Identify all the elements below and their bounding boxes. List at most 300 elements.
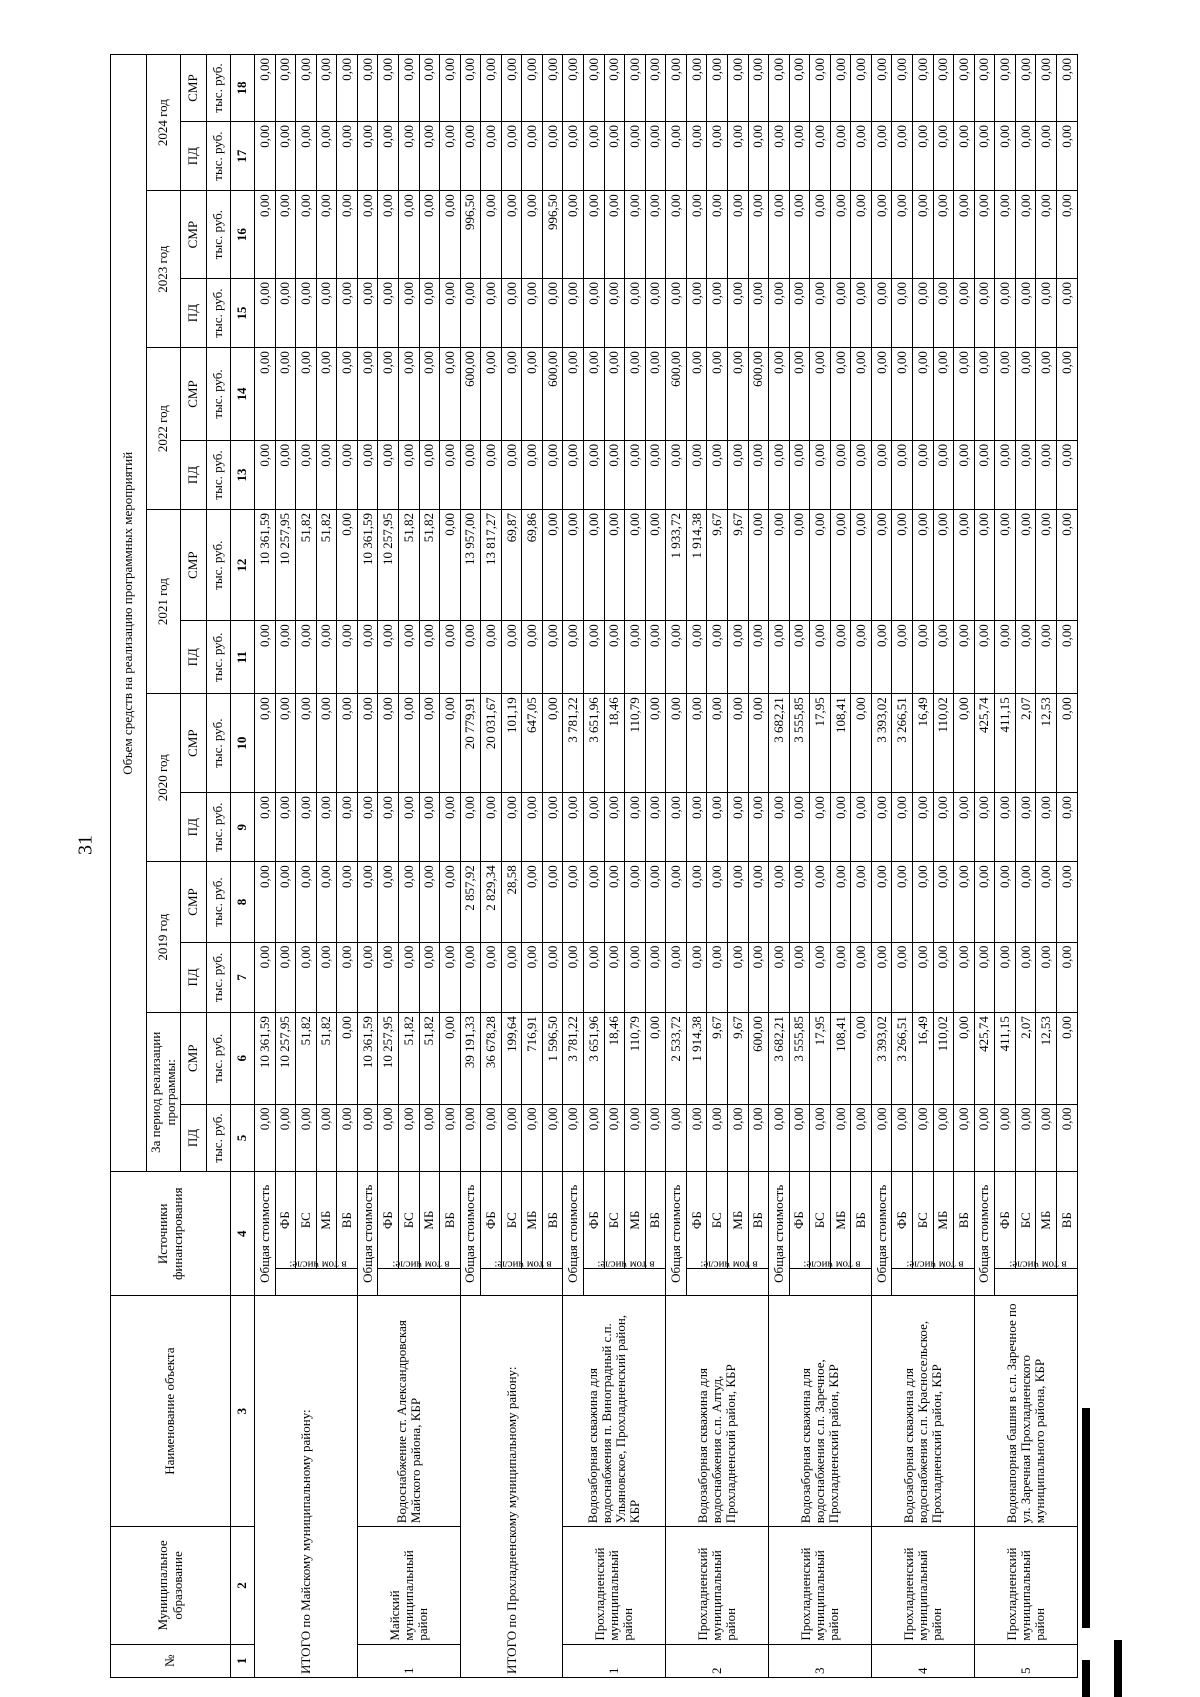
value-cell: 0,00 <box>954 793 975 862</box>
value-cell: 9,67 <box>727 510 748 621</box>
value-cell: 0,00 <box>954 1013 975 1104</box>
value-cell: 0,00 <box>398 793 419 862</box>
header-unit: тыс. руб. <box>207 278 231 347</box>
value-cell: 0,00 <box>625 440 646 509</box>
value-cell: 0,00 <box>440 510 461 621</box>
value-cell: 0,00 <box>357 191 378 279</box>
source-label: МБ <box>1036 1172 1057 1268</box>
value-cell: 0,00 <box>933 278 954 347</box>
value-cell: 17,95 <box>810 694 831 793</box>
value-cell: 0,00 <box>892 122 913 191</box>
value-cell: 0,00 <box>769 862 790 942</box>
table-row <box>871 55 892 1678</box>
value-cell: 3 682,21 <box>769 1013 790 1104</box>
value-cell: 9,67 <box>727 1013 748 1104</box>
value-cell: 0,00 <box>645 278 666 347</box>
value-cell: 0,00 <box>460 1104 481 1172</box>
value-cell: 0,00 <box>892 55 913 122</box>
value-cell: 0,00 <box>357 440 378 509</box>
value-cell: 3 555,85 <box>789 1013 810 1104</box>
value-cell: 0,00 <box>604 793 625 862</box>
value-cell: 0,00 <box>255 278 276 347</box>
source-label: ВБ <box>1056 1172 1077 1268</box>
value-cell: 0,00 <box>830 862 851 942</box>
value-cell: 0,00 <box>440 278 461 347</box>
value-cell: 0,00 <box>337 942 358 1012</box>
value-cell: 411,15 <box>995 694 1016 793</box>
value-cell: 0,00 <box>871 942 892 1012</box>
value-cell: 0,00 <box>871 1104 892 1172</box>
header-smr: СМР <box>181 348 207 441</box>
value-cell: 0,00 <box>460 942 481 1012</box>
column-number: 5 <box>231 1104 255 1172</box>
value-cell: 0,00 <box>625 862 646 942</box>
value-cell: 0,00 <box>419 1104 440 1172</box>
header-volume: Объем средств на реализацию программных мероприятий <box>111 55 147 1172</box>
value-cell: 0,00 <box>1056 942 1077 1012</box>
source-label: ФБ <box>378 1172 399 1268</box>
value-cell: 0,00 <box>604 440 625 509</box>
value-cell: 0,00 <box>686 348 707 441</box>
source-label: БС <box>604 1172 625 1268</box>
value-cell: 0,00 <box>1056 440 1077 509</box>
value-cell: 425,74 <box>974 1013 995 1104</box>
value-cell: 0,00 <box>337 191 358 279</box>
value-cell: 0,00 <box>645 694 666 793</box>
source-label: БС <box>913 1172 934 1268</box>
value-cell: 0,00 <box>296 122 317 191</box>
value-cell: 0,00 <box>357 278 378 347</box>
value-cell: 0,00 <box>337 694 358 793</box>
value-cell: 0,00 <box>913 862 934 942</box>
value-cell: 0,00 <box>974 862 995 942</box>
value-cell: 18,46 <box>604 1013 625 1104</box>
value-cell: 0,00 <box>645 191 666 279</box>
value-cell: 0,00 <box>727 694 748 793</box>
value-cell: 0,00 <box>933 621 954 694</box>
value-cell: 0,00 <box>419 440 440 509</box>
value-cell: 18,46 <box>604 694 625 793</box>
value-cell: 0,00 <box>1056 55 1077 122</box>
value-cell: 411,15 <box>995 1013 1016 1104</box>
value-cell: 0,00 <box>666 122 687 191</box>
value-cell: 0,00 <box>1056 694 1077 793</box>
value-cell: 0,00 <box>727 862 748 942</box>
total-cost-label: Общая стоимость <box>871 1172 892 1296</box>
value-cell: 0,00 <box>275 621 296 694</box>
value-cell: 0,00 <box>645 862 666 942</box>
value-cell: 0,00 <box>913 1104 934 1172</box>
source-label: ВБ <box>954 1172 975 1268</box>
source-label: ВБ <box>748 1172 769 1268</box>
value-cell: 0,00 <box>398 55 419 122</box>
header-year: 2022 год <box>147 348 181 510</box>
value-cell: 0,00 <box>666 942 687 1012</box>
value-cell: 0,00 <box>645 440 666 509</box>
including-text: в том числе: <box>391 1258 450 1271</box>
value-cell: 13 817,27 <box>481 510 502 621</box>
value-cell: 0,00 <box>296 191 317 279</box>
value-cell: 0,00 <box>748 793 769 862</box>
value-cell: 0,00 <box>913 621 934 694</box>
value-cell: 0,00 <box>440 440 461 509</box>
value-cell: 0,00 <box>357 1104 378 1172</box>
header-unit: тыс. руб. <box>207 191 231 279</box>
value-cell: 12,53 <box>1036 1013 1057 1104</box>
value-cell: 0,00 <box>871 621 892 694</box>
object-name: Водонапорная башня в с.п. Заречное по ул. Заречная Прохладненского муниципального района, КБР <box>974 1296 1077 1527</box>
header-year: 2023 год <box>147 191 181 348</box>
funding-table <box>110 54 1078 1678</box>
value-cell: 0,00 <box>769 621 790 694</box>
value-cell: 3 266,51 <box>892 694 913 793</box>
value-cell: 0,00 <box>769 793 790 862</box>
item-number: 5 <box>974 1644 1077 1677</box>
value-cell: 0,00 <box>851 942 872 1012</box>
value-cell: 0,00 <box>789 793 810 862</box>
value-cell: 0,00 <box>522 122 543 191</box>
value-cell: 0,00 <box>501 942 522 1012</box>
value-cell: 0,00 <box>933 55 954 122</box>
table-row <box>563 55 584 1678</box>
value-cell: 0,00 <box>666 1104 687 1172</box>
value-cell: 0,00 <box>871 122 892 191</box>
value-cell: 0,00 <box>892 440 913 509</box>
value-cell: 0,00 <box>337 55 358 122</box>
value-cell: 0,00 <box>974 122 995 191</box>
value-cell: 0,00 <box>666 278 687 347</box>
value-cell: 0,00 <box>522 793 543 862</box>
value-cell: 51,82 <box>398 510 419 621</box>
value-cell: 0,00 <box>933 510 954 621</box>
including-text: в том числе: <box>700 1258 758 1271</box>
value-cell: 0,00 <box>357 348 378 441</box>
value-cell: 0,00 <box>1056 122 1077 191</box>
source-label: ФБ <box>686 1172 707 1268</box>
value-cell: 0,00 <box>707 55 728 122</box>
including-text: в том числе: <box>905 1258 964 1271</box>
value-cell: 2,07 <box>1015 1013 1036 1104</box>
value-cell: 69,87 <box>501 510 522 621</box>
header-municipality: Муниципальное образование <box>111 1527 231 1644</box>
value-cell: 0,00 <box>275 440 296 509</box>
value-cell: 0,00 <box>357 862 378 942</box>
value-cell: 16,49 <box>913 1013 934 1104</box>
value-cell: 0,00 <box>542 510 563 621</box>
value-cell: 0,00 <box>1036 122 1057 191</box>
column-number: 8 <box>231 862 255 942</box>
value-cell: 0,00 <box>933 793 954 862</box>
value-cell: 2 533,72 <box>666 1013 687 1104</box>
value-cell: 0,00 <box>337 793 358 862</box>
value-cell: 0,00 <box>604 510 625 621</box>
value-cell: 0,00 <box>440 793 461 862</box>
header-unit: тыс. руб. <box>207 122 231 191</box>
value-cell: 0,00 <box>851 621 872 694</box>
value-cell: 1 914,38 <box>686 510 707 621</box>
total-cost-label: Общая стоимость <box>769 1172 790 1296</box>
value-cell: 0,00 <box>337 862 358 942</box>
value-cell: 0,00 <box>810 122 831 191</box>
total-cost-label: Общая стоимость <box>460 1172 481 1296</box>
source-label: ВБ <box>337 1172 358 1268</box>
value-cell: 0,00 <box>440 942 461 1012</box>
header-unit: тыс. руб. <box>207 55 231 122</box>
value-cell: 0,00 <box>542 694 563 793</box>
value-cell: 0,00 <box>810 510 831 621</box>
value-cell: 0,00 <box>1015 1104 1036 1172</box>
value-cell: 0,00 <box>995 942 1016 1012</box>
value-cell: 69,86 <box>522 510 543 621</box>
value-cell: 9,67 <box>707 1013 728 1104</box>
value-cell: 0,00 <box>501 55 522 122</box>
value-cell: 0,00 <box>913 348 934 441</box>
value-cell: 600,00 <box>460 348 481 441</box>
value-cell: 3 393,02 <box>871 694 892 793</box>
value-cell: 0,00 <box>748 278 769 347</box>
value-cell: 0,00 <box>1015 278 1036 347</box>
item-number: 1 <box>357 1644 460 1677</box>
value-cell: 0,00 <box>604 348 625 441</box>
value-cell: 0,00 <box>892 621 913 694</box>
column-number: 6 <box>231 1013 255 1104</box>
header-smr: СМР <box>181 1013 207 1104</box>
value-cell: 0,00 <box>974 793 995 862</box>
value-cell: 0,00 <box>645 621 666 694</box>
value-cell: 0,00 <box>954 510 975 621</box>
value-cell: 0,00 <box>645 122 666 191</box>
value-cell: 0,00 <box>954 122 975 191</box>
value-cell: 0,00 <box>255 862 276 942</box>
value-cell: 10 361,59 <box>255 1013 276 1104</box>
value-cell: 0,00 <box>316 122 337 191</box>
value-cell: 3 393,02 <box>871 1013 892 1104</box>
value-cell: 3 651,96 <box>584 1013 605 1104</box>
value-cell: 0,00 <box>995 55 1016 122</box>
value-cell: 0,00 <box>707 278 728 347</box>
header-pd: ПД <box>181 621 207 694</box>
value-cell: 51,82 <box>419 1013 440 1104</box>
value-cell: 0,00 <box>933 122 954 191</box>
value-cell: 0,00 <box>255 55 276 122</box>
value-cell: 0,00 <box>892 278 913 347</box>
value-cell: 996,50 <box>460 191 481 279</box>
value-cell: 0,00 <box>810 862 831 942</box>
value-cell: 0,00 <box>1056 278 1077 347</box>
value-cell: 0,00 <box>522 191 543 279</box>
value-cell: 0,00 <box>933 862 954 942</box>
value-cell: 0,00 <box>316 278 337 347</box>
value-cell: 0,00 <box>686 1104 707 1172</box>
including-label <box>275 1258 357 1295</box>
value-cell: 0,00 <box>316 694 337 793</box>
value-cell: 0,00 <box>974 191 995 279</box>
header-period: За период реализации программы: <box>147 1013 181 1172</box>
value-cell: 0,00 <box>357 942 378 1012</box>
value-cell: 0,00 <box>645 793 666 862</box>
value-cell: 0,00 <box>974 440 995 509</box>
value-cell: 0,00 <box>481 440 502 509</box>
value-cell: 0,00 <box>1036 440 1057 509</box>
value-cell: 0,00 <box>933 440 954 509</box>
value-cell: 0,00 <box>707 440 728 509</box>
value-cell: 0,00 <box>707 862 728 942</box>
value-cell: 0,00 <box>604 278 625 347</box>
value-cell: 0,00 <box>275 942 296 1012</box>
source-label: МБ <box>522 1172 543 1268</box>
header-object: Наименование объекта <box>111 1296 231 1527</box>
value-cell: 2 829,34 <box>481 862 502 942</box>
column-number: 2 <box>231 1527 255 1644</box>
column-number: 17 <box>231 122 255 191</box>
value-cell: 0,00 <box>398 440 419 509</box>
value-cell: 0,00 <box>892 191 913 279</box>
item-number: 3 <box>769 1644 872 1677</box>
value-cell: 0,00 <box>686 278 707 347</box>
value-cell: 0,00 <box>584 278 605 347</box>
column-number: 4 <box>231 1172 255 1296</box>
value-cell: 0,00 <box>830 1104 851 1172</box>
source-label: МБ <box>830 1172 851 1268</box>
source-label: ФБ <box>892 1172 913 1268</box>
value-cell: 0,00 <box>604 862 625 942</box>
value-cell: 0,00 <box>604 191 625 279</box>
value-cell: 0,00 <box>296 440 317 509</box>
value-cell: 0,00 <box>871 348 892 441</box>
value-cell: 0,00 <box>1036 942 1057 1012</box>
value-cell: 0,00 <box>1036 862 1057 942</box>
value-cell: 0,00 <box>727 942 748 1012</box>
value-cell: 0,00 <box>563 191 584 279</box>
value-cell: 0,00 <box>255 348 276 441</box>
value-cell: 0,00 <box>563 621 584 694</box>
value-cell: 0,00 <box>645 348 666 441</box>
value-cell: 0,00 <box>727 191 748 279</box>
value-cell: 0,00 <box>584 510 605 621</box>
value-cell: 0,00 <box>892 348 913 441</box>
value-cell: 2 857,92 <box>460 862 481 942</box>
page-number: 31 <box>74 835 97 855</box>
value-cell: 0,00 <box>440 862 461 942</box>
value-cell: 0,00 <box>913 278 934 347</box>
value-cell: 0,00 <box>769 348 790 441</box>
value-cell: 3 651,96 <box>584 694 605 793</box>
value-cell: 0,00 <box>707 191 728 279</box>
source-label: ФБ <box>481 1172 502 1268</box>
value-cell: 0,00 <box>255 694 276 793</box>
value-cell: 0,00 <box>769 55 790 122</box>
value-cell: 0,00 <box>440 1104 461 1172</box>
value-cell: 0,00 <box>974 942 995 1012</box>
value-cell: 0,00 <box>789 862 810 942</box>
value-cell: 0,00 <box>625 942 646 1012</box>
value-cell: 600,00 <box>748 1013 769 1104</box>
value-cell: 0,00 <box>501 191 522 279</box>
header-pd: ПД <box>181 1104 207 1172</box>
including-label <box>378 1258 460 1295</box>
value-cell: 0,00 <box>871 793 892 862</box>
municipality-name: Прохладненский муниципальный район <box>871 1527 974 1644</box>
value-cell: 0,00 <box>337 621 358 694</box>
value-cell: 0,00 <box>769 122 790 191</box>
value-cell: 0,00 <box>707 694 728 793</box>
value-cell: 0,00 <box>913 440 934 509</box>
column-number: 9 <box>231 793 255 862</box>
value-cell: 0,00 <box>1036 278 1057 347</box>
including-text: в том числе: <box>1008 1258 1067 1271</box>
value-cell: 0,00 <box>913 510 934 621</box>
including-text: в том числе: <box>494 1258 552 1271</box>
value-cell: 0,00 <box>481 122 502 191</box>
value-cell: 0,00 <box>316 348 337 441</box>
value-cell: 0,00 <box>748 510 769 621</box>
value-cell: 0,00 <box>542 278 563 347</box>
value-cell: 0,00 <box>419 122 440 191</box>
value-cell: 28,58 <box>501 862 522 942</box>
value-cell: 0,00 <box>727 621 748 694</box>
header-unit: тыс. руб. <box>207 621 231 694</box>
value-cell: 0,00 <box>625 1104 646 1172</box>
value-cell: 0,00 <box>995 862 1016 942</box>
value-cell: 0,00 <box>625 278 646 347</box>
column-number: 1 <box>231 1644 255 1677</box>
value-cell: 0,00 <box>769 510 790 621</box>
value-cell: 600,00 <box>542 348 563 441</box>
value-cell: 0,00 <box>830 942 851 1012</box>
value-cell: 0,00 <box>501 440 522 509</box>
value-cell: 0,00 <box>522 1104 543 1172</box>
value-cell: 0,00 <box>563 942 584 1012</box>
value-cell: 0,00 <box>892 510 913 621</box>
value-cell: 0,00 <box>255 440 276 509</box>
value-cell: 0,00 <box>584 440 605 509</box>
value-cell: 0,00 <box>769 942 790 1012</box>
value-cell: 0,00 <box>974 278 995 347</box>
source-label: ВБ <box>542 1172 563 1268</box>
value-cell: 0,00 <box>460 440 481 509</box>
value-cell: 0,00 <box>810 621 831 694</box>
value-cell: 0,00 <box>316 440 337 509</box>
value-cell: 0,00 <box>584 55 605 122</box>
value-cell: 0,00 <box>378 55 399 122</box>
value-cell: 0,00 <box>357 793 378 862</box>
value-cell: 0,00 <box>255 191 276 279</box>
header-pd: ПД <box>181 942 207 1012</box>
value-cell: 0,00 <box>501 122 522 191</box>
value-cell: 0,00 <box>316 55 337 122</box>
value-cell: 0,00 <box>954 191 975 279</box>
table-row <box>460 55 481 1678</box>
value-cell: 0,00 <box>1015 122 1036 191</box>
value-cell: 0,00 <box>686 621 707 694</box>
including-label <box>789 1258 871 1295</box>
value-cell: 0,00 <box>1056 1013 1077 1104</box>
value-cell: 0,00 <box>275 694 296 793</box>
value-cell: 0,00 <box>296 621 317 694</box>
header-unit: тыс. руб. <box>207 793 231 862</box>
value-cell: 0,00 <box>995 191 1016 279</box>
value-cell: 10 361,59 <box>255 510 276 621</box>
column-number: 18 <box>231 55 255 122</box>
value-cell: 0,00 <box>625 510 646 621</box>
value-cell: 0,00 <box>563 793 584 862</box>
value-cell: 0,00 <box>727 278 748 347</box>
value-cell: 0,00 <box>892 942 913 1012</box>
value-cell: 0,00 <box>933 1104 954 1172</box>
source-label: ВБ <box>851 1172 872 1268</box>
value-cell: 0,00 <box>892 1104 913 1172</box>
value-cell: 0,00 <box>1015 440 1036 509</box>
